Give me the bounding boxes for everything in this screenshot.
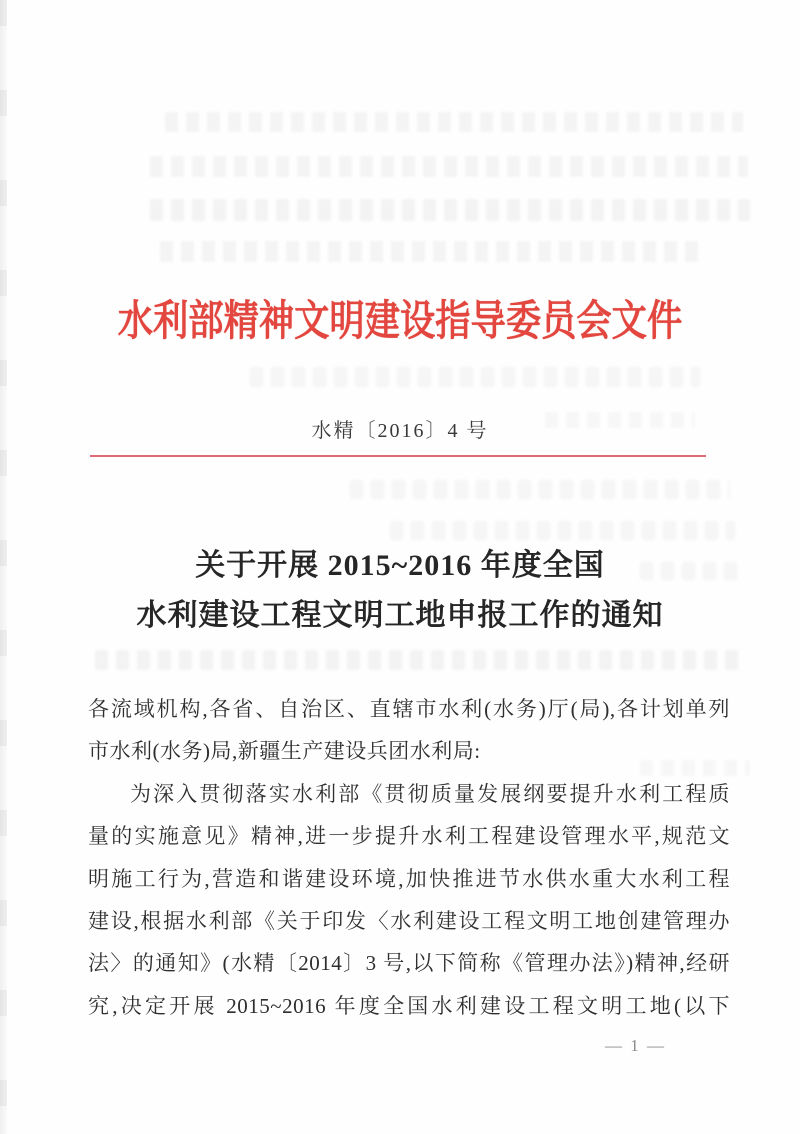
document-title-line2: 水利建设工程文明工地申报工作的通知	[136, 599, 664, 632]
letterhead-org-title: 水利部精神文明建设指导委员会文件	[117, 299, 683, 345]
document-title-line1: 关于开展 2015~2016 年度全国	[195, 549, 605, 582]
document-title	[0, 541, 800, 641]
bleedthrough-smudge	[250, 367, 700, 387]
bleedthrough-smudge	[95, 650, 743, 670]
bleedthrough-smudge	[160, 241, 700, 262]
document-body	[88, 688, 730, 1027]
bleedthrough-smudge	[350, 480, 730, 499]
recipient-line: 各流域机构,各省、自治区、直辖市水利(水务)厅(局),各计划单列	[88, 697, 730, 721]
paragraph-line: 为深入贯彻落实水利部《贯彻质量发展纲要提升水利工程质	[130, 781, 730, 806]
bleedthrough-smudge	[150, 156, 748, 177]
paragraph-line: 量的实施意见》精神,进一步提升水利工程建设管理水平,规范文	[88, 824, 730, 849]
paragraph-line: 建设,根据水利部《关于印发〈水利建设工程文明工地创建管理办	[88, 909, 730, 934]
paragraph-line: 究,决定开展 2015~2016 年度全国水利建设工程文明工地(以下	[88, 993, 730, 1018]
paragraph-line: 明施工行为,营造和谐建设环境,加快推进节水供水重大水利工程	[88, 866, 730, 891]
document-number: 水精〔2016〕4 号	[311, 420, 489, 442]
paragraph-line: 法〉的通知》(水精〔2014〕3 号,以下简称《管理办法》)精神,经研	[88, 951, 730, 976]
bleedthrough-smudge	[390, 521, 735, 540]
recipient-line: 市水利(水务)局,新疆生产建设兵团水利局:	[88, 739, 481, 764]
page-number: — 1 —	[605, 1036, 666, 1055]
bleedthrough-smudge	[165, 112, 743, 132]
red-separator-line	[90, 455, 706, 457]
bleedthrough-smudge	[150, 199, 750, 221]
